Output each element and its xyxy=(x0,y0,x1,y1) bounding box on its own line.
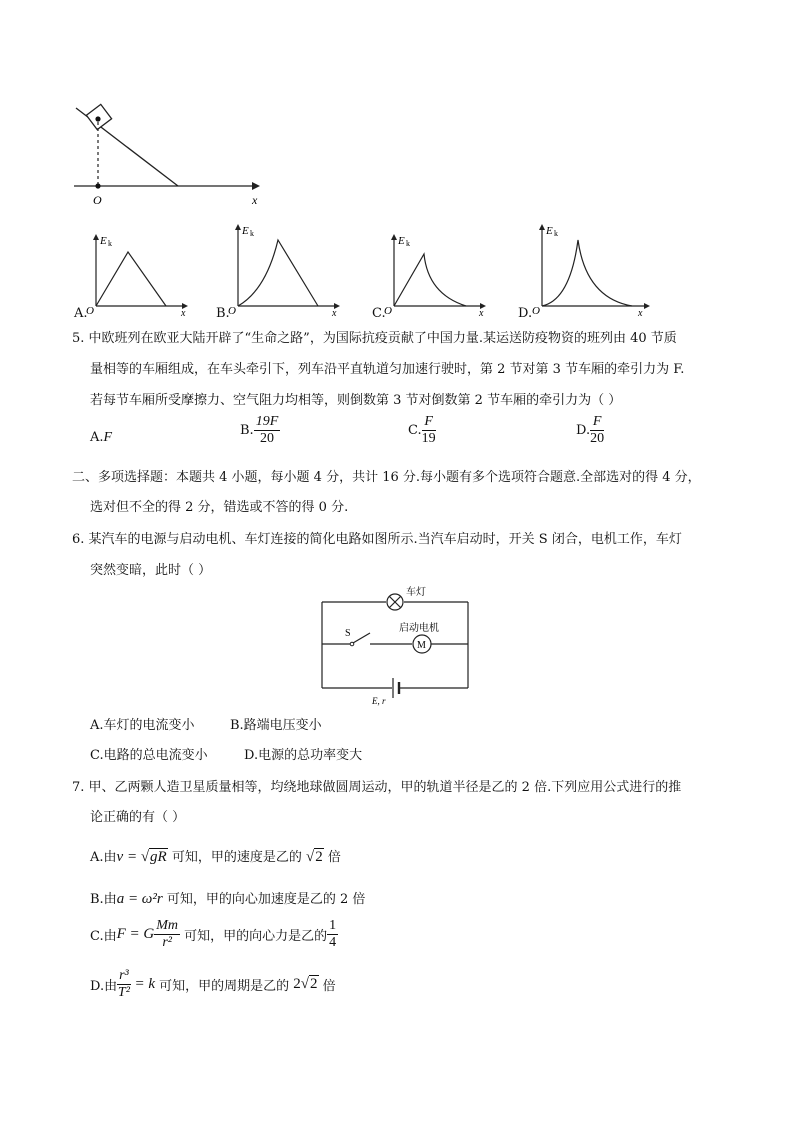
q7-option-d: D.由 $\frac{\text{r³}}{\text{T²}}$ = k 可知，甲的周期是乙的 2√2 倍 xyxy=(90,968,336,1000)
switch-icon xyxy=(350,633,370,646)
motor-label: 启动电机 xyxy=(399,623,439,634)
ek-curve-a xyxy=(96,252,166,306)
battery-label: E, r xyxy=(372,696,386,706)
q5-option-b: B. $\frac{19F}{20}$ xyxy=(240,414,279,446)
q5-line3: 若每节车厢所受摩擦力、空气阻力均相等，则倒数第 3 节对倒数第 2 节车厢的牵引力为（ ） xyxy=(90,393,622,408)
motor-icon xyxy=(413,635,431,653)
svg-text:E: E xyxy=(398,235,405,247)
section2-line2: 选对但不全的得 2 分，错选或不答的得 0 分. xyxy=(90,500,349,515)
q6-line2: 突然变暗，此时（ ） xyxy=(90,563,212,578)
svg-text:k: k xyxy=(250,229,254,238)
lamp-label: 车灯 xyxy=(406,587,426,598)
q7-option-b: B.由a = ω²r 可知，甲的向心加速度是乙的 2 倍 xyxy=(90,891,366,907)
svg-text:O: O xyxy=(86,305,94,317)
svg-text:x: x xyxy=(332,308,337,318)
option-c-label: C. xyxy=(372,306,386,321)
svg-text:k: k xyxy=(406,239,410,248)
q4-options xyxy=(70,222,730,322)
option-d-label: D. xyxy=(518,306,533,321)
q7-line1: 7. 甲、乙两颗人造卫星质量相等，均绕地球做圆周运动，甲的轨道半径是乙的 2 倍.下列应用公式进行的推 xyxy=(72,780,682,795)
q6-line1: 6. 某汽车的电源与启动电机、车灯连接的简化电路如图所示.当汽车启动时，开关 S 闭合，电机工作，车灯 xyxy=(72,532,682,547)
svg-text:E: E xyxy=(546,225,553,237)
svg-text:x: x xyxy=(479,308,484,318)
q5-line1: 5. 中欧班列在欧亚大陆开辟了“生命之路”，为国际抗疫贡献了中国力量.某运送防疫物资的班列由 40 节质 xyxy=(72,331,677,346)
block-center-dot xyxy=(95,116,100,121)
q5-option-a: A.F xyxy=(90,430,113,445)
svg-text:x: x xyxy=(181,308,186,318)
q5-option-d: D. $\frac{F}{20}$ xyxy=(576,414,605,446)
lamp-icon xyxy=(387,594,403,610)
graph-d xyxy=(532,222,662,318)
incline-figure xyxy=(66,100,276,212)
q5-option-c: C. $\frac{F}{19}$ xyxy=(408,414,436,446)
origin-label: O xyxy=(93,193,102,207)
option-a-label: A. xyxy=(74,306,88,321)
svg-text:O: O xyxy=(384,305,392,317)
ek-curve-c xyxy=(394,254,466,306)
svg-text:O: O xyxy=(532,305,540,317)
q7-option-a: A.由v = √gR 可知，甲的速度是乙的 √2 倍 xyxy=(90,849,341,865)
x-axis-arrow xyxy=(252,182,260,190)
q7-option-c: C.由F = G $\frac{Mm}{\text{r²}}$ 可知，甲的向心力是乙的 $\frac{1}{4}$ xyxy=(90,918,337,950)
q6-option-b: B.路端电压变小 xyxy=(230,718,322,733)
switch-label: S xyxy=(345,628,351,639)
graph-b xyxy=(228,222,348,318)
origin-dot xyxy=(95,183,100,188)
ek-curve-b xyxy=(238,240,318,306)
svg-text:E: E xyxy=(242,225,249,237)
q6-option-d: D.电源的总功率变大 xyxy=(244,748,363,763)
svg-text:k: k xyxy=(108,239,112,248)
circuit-diagram xyxy=(312,584,478,708)
svg-text:M: M xyxy=(417,640,426,651)
q6-option-c: C.电路的总电流变小 xyxy=(90,748,208,763)
ek-curve-d xyxy=(542,240,632,306)
option-b-label: B. xyxy=(216,306,230,321)
svg-text:x: x xyxy=(638,308,643,318)
q5-line2: 量相等的车厢组成，在车头牵引下，列车沿平直轨道匀加速行驶时，第 2 节对第 3 节车厢的牵引力为 F. xyxy=(90,362,685,377)
x-label: x xyxy=(252,193,258,207)
q7-line2: 论正确的有（ ） xyxy=(90,810,186,825)
q6-option-a: A.车灯的电流变小 xyxy=(90,718,195,733)
svg-text:E: E xyxy=(100,235,107,247)
svg-text:O: O xyxy=(228,305,236,317)
graph-c xyxy=(384,222,494,318)
graph-a xyxy=(86,222,196,318)
battery-icon xyxy=(393,678,399,698)
section2-line1: 二、多项选择题：本题共 4 小题，每小题 4 分，共计 16 分.每小题有多个选项符合题意.全部选对的得 4 分， xyxy=(72,470,701,485)
svg-text:k: k xyxy=(554,229,558,238)
